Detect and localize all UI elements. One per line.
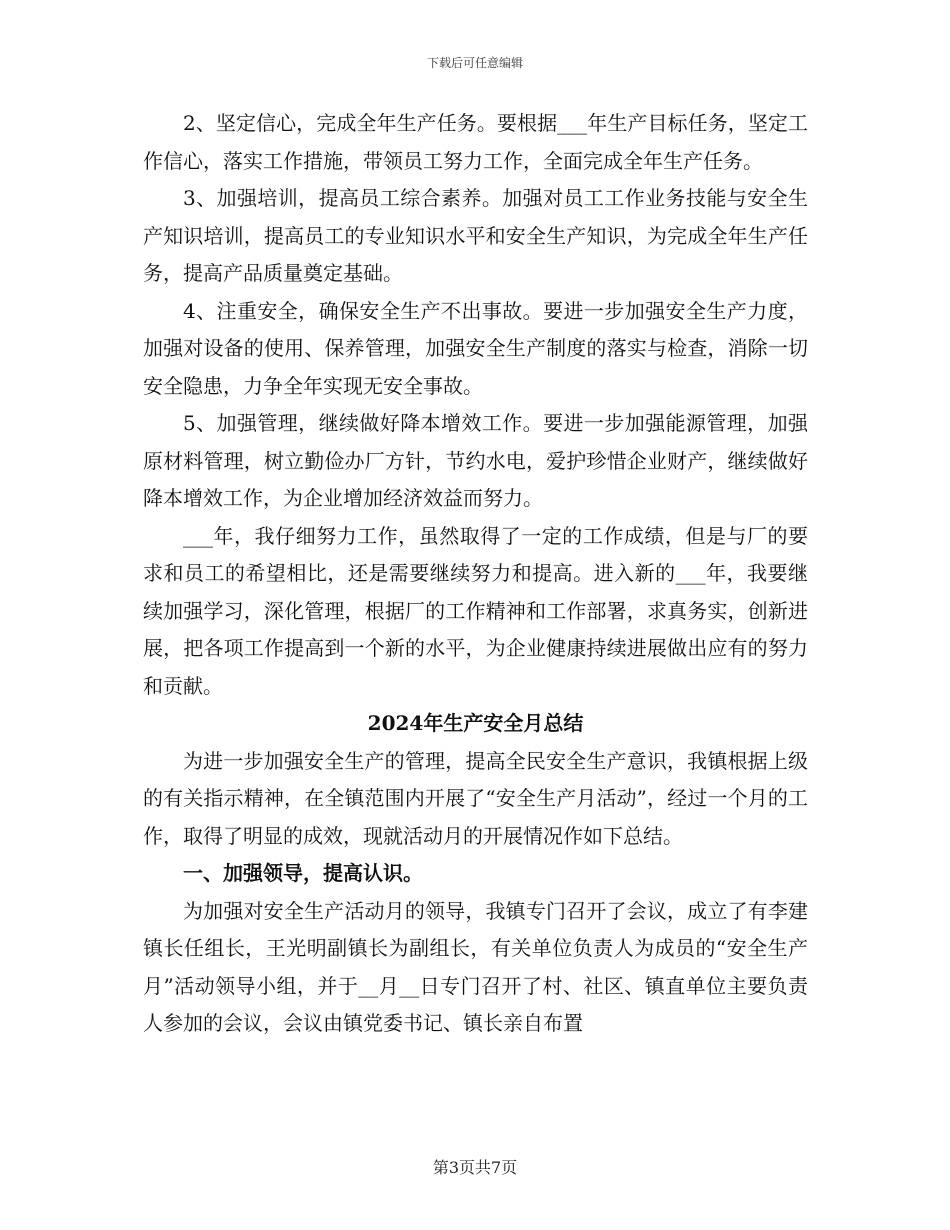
page-footer-number: 第3页共7页 bbox=[432, 1158, 518, 1177]
section-heading-1: 一、加强领导，提高认识。 bbox=[183, 861, 423, 885]
paragraph-section-1: 为加强对安全生产活动月的领导，我镇专门召开了会议，成立了有李建镇长任组长，王光明副镇长为副组长，有关单位负责人为成员的“安全生产月”活动领导小组，并于__月__日专门召开了村、社区、镇直单位主要负责人参加的会议，会议由镇党委书记、镇长亲自布置 bbox=[143, 898, 808, 1035]
paragraph-item-4: 4、注重安全，确保安全生产不出事故。要进一步加强安全生产力度，加强对设备的使用、保养管理，加强安全生产制度的落实与检查，消除一切安全隐患，力争全年实现无安全事故。 bbox=[143, 298, 808, 398]
paragraph-item-2: 2、坚定信心，完成全年生产任务。要根据___年生产目标任务，坚定工作信心，落实工作措施，带领员工努力工作，全面完成全年生产任务。 bbox=[143, 111, 808, 173]
paragraph-item-5: 5、加强管理，继续做好降本增效工作。要进一步加强能源管理，加强原材料管理，树立勤俭办厂方针，节约水电，爱护珍惜企业财产，继续做好降本增效工作，为企业增加经济效益而努力。 bbox=[143, 411, 808, 510]
document-title: 2024年生产安全月总结 bbox=[367, 711, 584, 735]
page-header-note: 下载后可任意编辑 bbox=[426, 56, 523, 70]
paragraph-intro: 为进一步加强安全生产的管理，提高全民安全生产意识，我镇根据上级的有关指示精神，在全镇范围内开展了“安全生产月活动”，经过一个月的工作，取得了明显的成效，现就活动月的开展情况作如下总结。 bbox=[143, 748, 808, 848]
paragraph-item-3: 3、加强培训，提高员工综合素养。加强对员工工作业务技能与安全生产知识培训，提高员工的专业知识水平和安全生产知识，为完成全年生产任务，提高产品质量奠定基础。 bbox=[143, 186, 808, 285]
paragraph-closing: ___年，我仔细努力工作，虽然取得了一定的工作成绩，但是与厂的要求和员工的希望相比，还是需要继续努力和提高。进入新的___年，我要继续加强学习，深化管理，根据厂的工作精神和工作部署，求真务实，创新进展，把各项工作提高到一个新的水平，为企业健康持续进展做出应有的努力和贡献。 bbox=[143, 523, 808, 698]
document-body bbox=[143, 105, 808, 1043]
